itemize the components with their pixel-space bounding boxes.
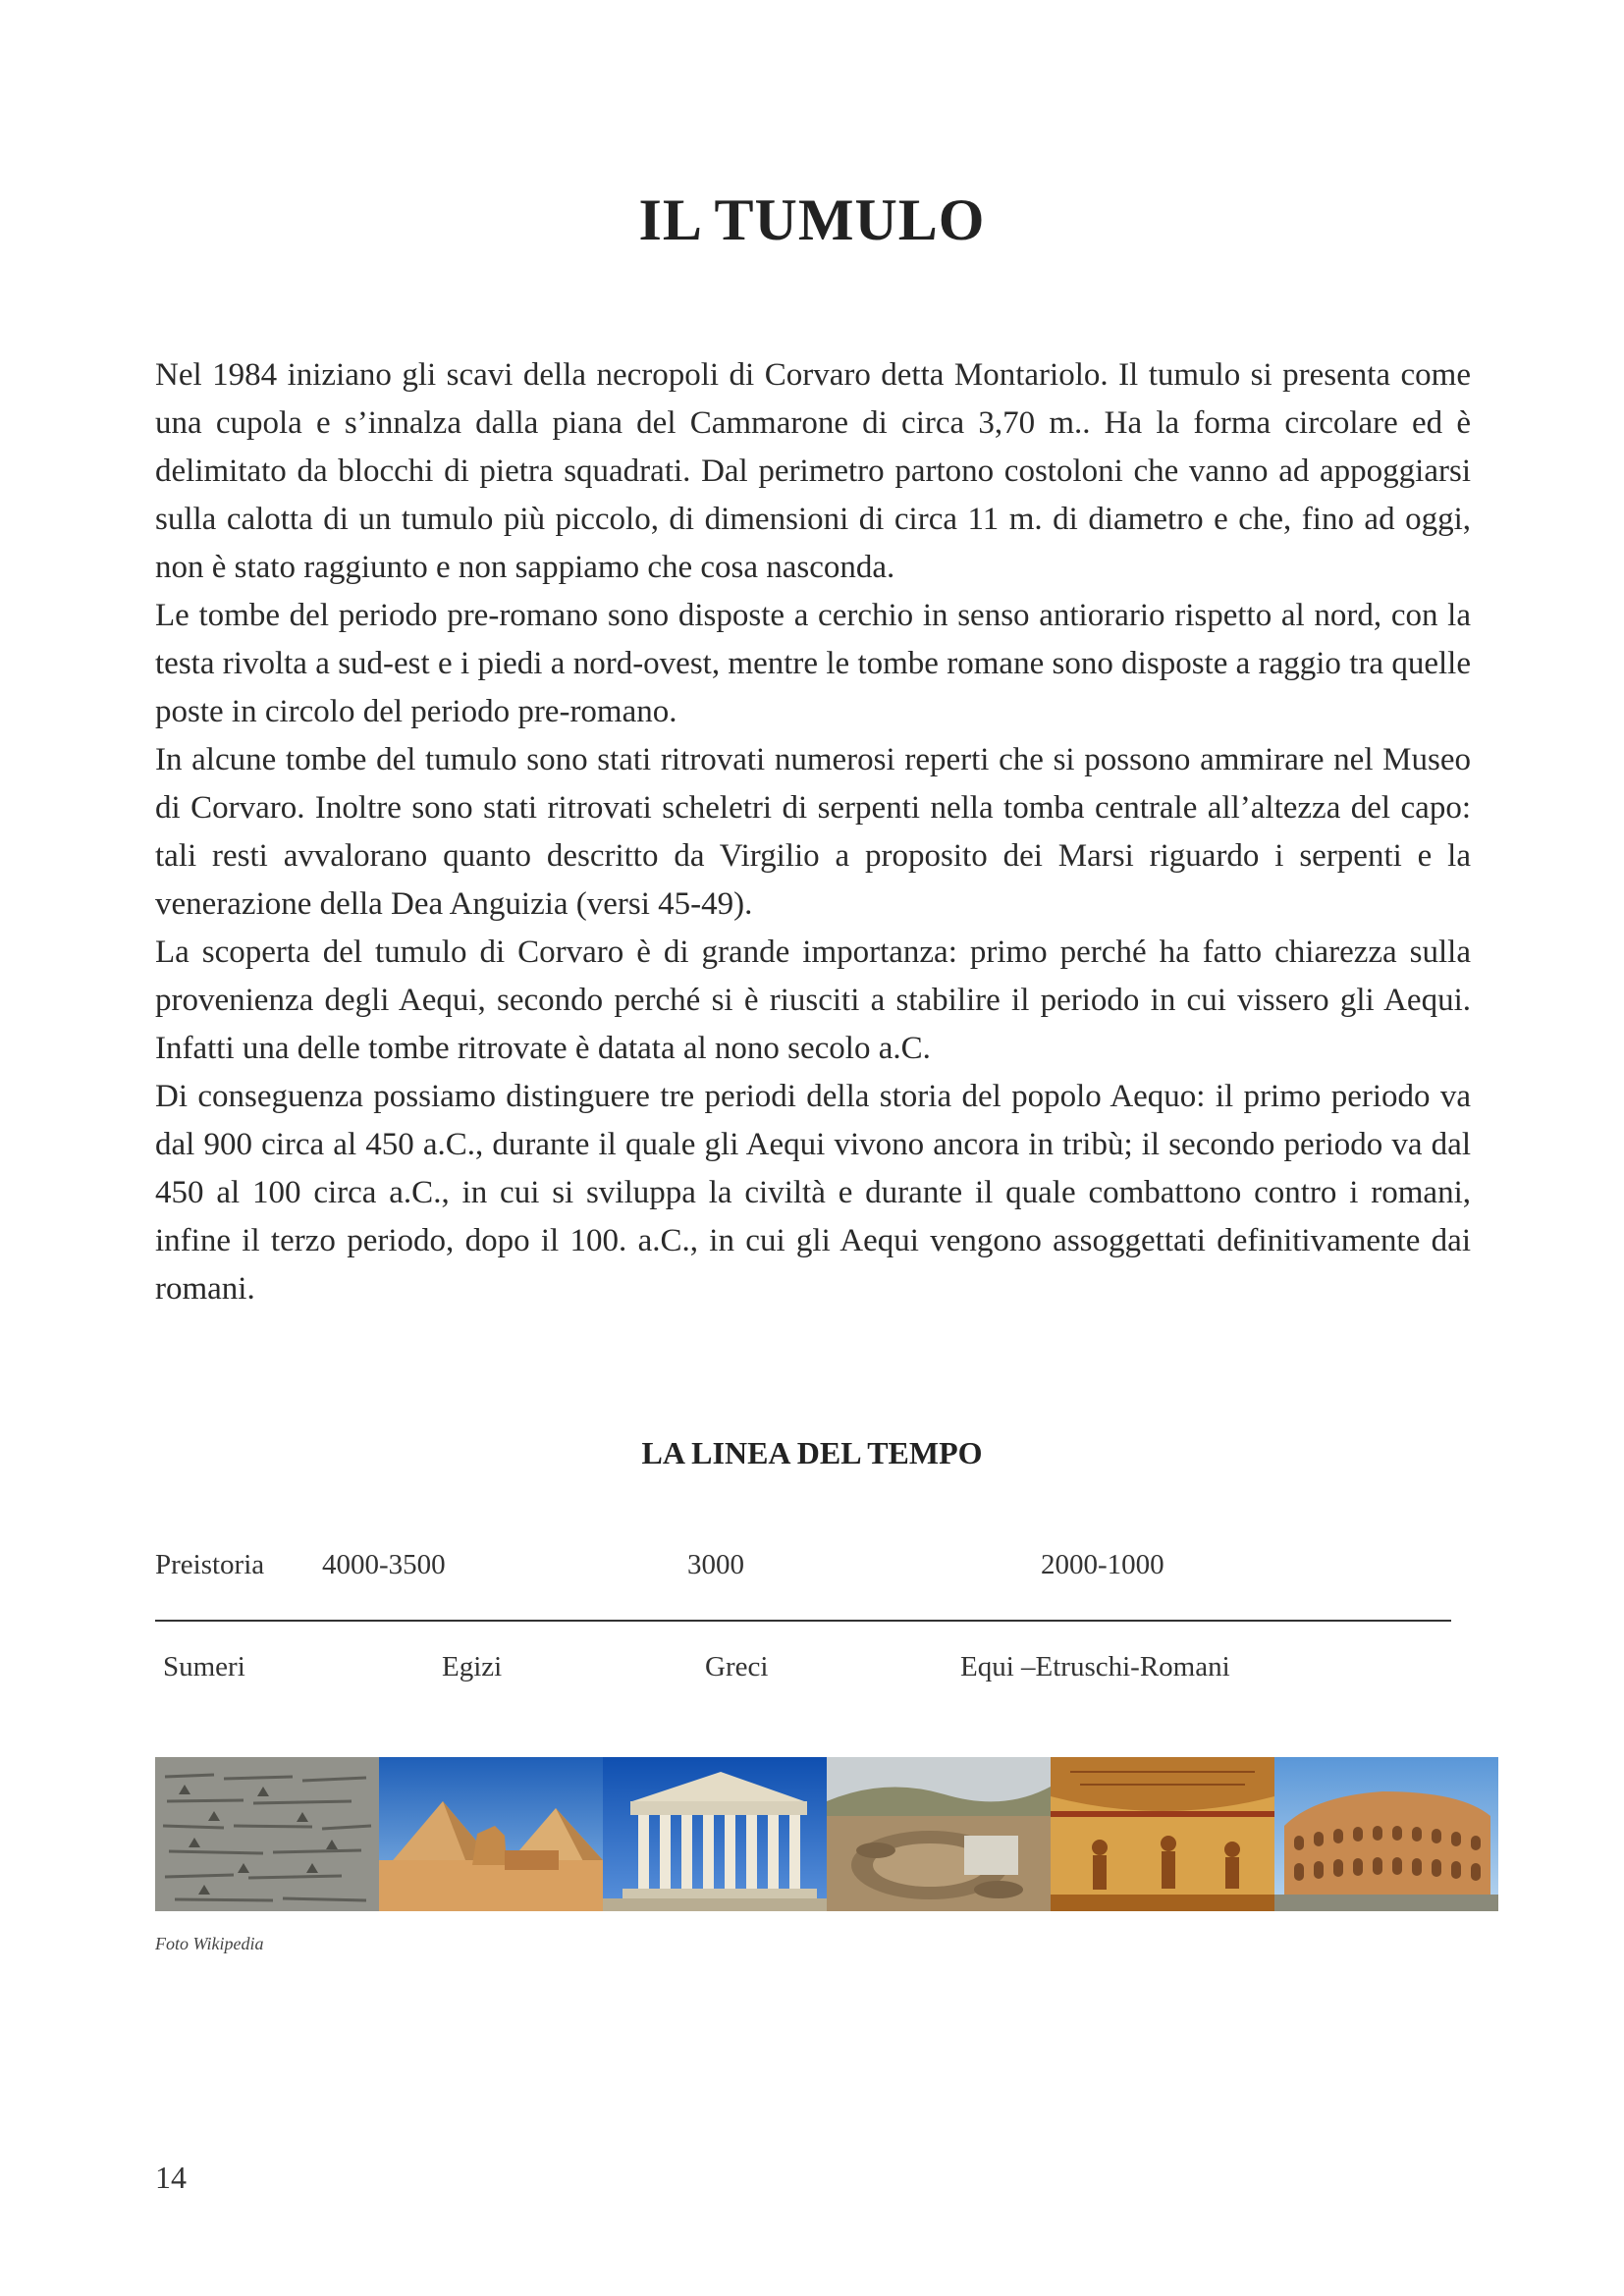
excavation-site-image xyxy=(827,1757,1051,1911)
timeline-label-egizi: Egizi xyxy=(442,1651,503,1682)
timeline-heading: LA LINEA DEL TEMPO xyxy=(641,1435,983,1470)
image-strip xyxy=(155,1757,1500,1911)
body-text xyxy=(155,351,1471,1313)
pyramids-sphinx-image xyxy=(379,1757,603,1911)
etruscan-tomb-fresco-image xyxy=(1051,1757,1274,1911)
colosseum-image xyxy=(1274,1757,1498,1911)
page-number: 14 xyxy=(155,2160,187,2195)
cuneiform-tablet-image xyxy=(155,1757,379,1911)
timeline-label-equi-etruschi-romani: Equi –Etruschi-Romani xyxy=(960,1651,1230,1682)
paragraph: Le tombe del periodo pre-romano sono disposte a cerchio in senso antiorario rispetto al nord, con la testa rivolta a sud-est e i piedi a nord-ovest, mentre le tombe romane sono disposte a raggio tra quelle poste in circolo del periodo pre-romano. xyxy=(155,598,1471,729)
parthenon-image xyxy=(603,1757,827,1911)
photo-credit: Foto Wikipedia xyxy=(155,1934,264,1953)
timeline-label-sumeri: Sumeri xyxy=(163,1651,245,1682)
timeline-axis xyxy=(155,1620,1451,1622)
timeline-label-2000-1000: 2000-1000 xyxy=(1041,1549,1164,1580)
paragraph: La scoperta del tumulo di Corvaro è di grande importanza: primo perché ha fatto chiarezza sulla provenienza degli Aequi, secondo perché si è riusciti a stabilire il periodo in cui vissero gli Aequi. Infatti una delle tombe ritrovate è datata al nono secolo a.C. xyxy=(155,934,1471,1066)
paragraph: Di conseguenza possiamo distinguere tre periodi della storia del popolo Aequo: il primo periodo va dal 900 circa al 450 a.C., durante il quale gli Aequi vivono ancora in tribù; il secondo periodo va dal 450 al 100 circa a.C., in cui si sviluppa la civiltà e durante il quale combattono contro i romani, infine il terzo periodo, dopo il 100. a.C., in cui gli Aequi vengono assoggettati definitivamente dai romani. xyxy=(155,1079,1471,1307)
timeline-label-preistoria: Preistoria xyxy=(155,1549,265,1580)
paragraph: Nel 1984 iniziano gli scavi della necropoli di Corvaro detta Montariolo. Il tumulo si presenta come una cupola e s’innalza dalla piana del Cammarone di circa 3,70 m.. Ha la forma circolare ed è delimitato da blocchi di pietra squadrati. Dal perimetro partono costoloni che vanno ad appoggiarsi sulla calotta di un tumulo più piccolo, di dimensioni di circa 11 m. di diametro e che, fino ad oggi, non è stato raggiunto e non sappiamo che cosa nasconda. xyxy=(155,357,1471,585)
page-title: IL TUMULO xyxy=(638,187,986,252)
timeline-label-greci: Greci xyxy=(705,1651,769,1682)
paragraph: In alcune tombe del tumulo sono stati ritrovati numerosi reperti che si possono ammirare nel Museo di Corvaro. Inoltre sono stati ritrovati scheletri di serpenti nella tomba centrale all’altezza del capo: tali resti avvalorano quanto descritto da Virgilio a proposito dei Marsi riguardo i serpenti e la venerazione della Dea Anguizia (versi 45-49). xyxy=(155,742,1471,922)
timeline-label-4000-3500: 4000-3500 xyxy=(322,1549,446,1580)
timeline-label-3000: 3000 xyxy=(687,1549,744,1580)
